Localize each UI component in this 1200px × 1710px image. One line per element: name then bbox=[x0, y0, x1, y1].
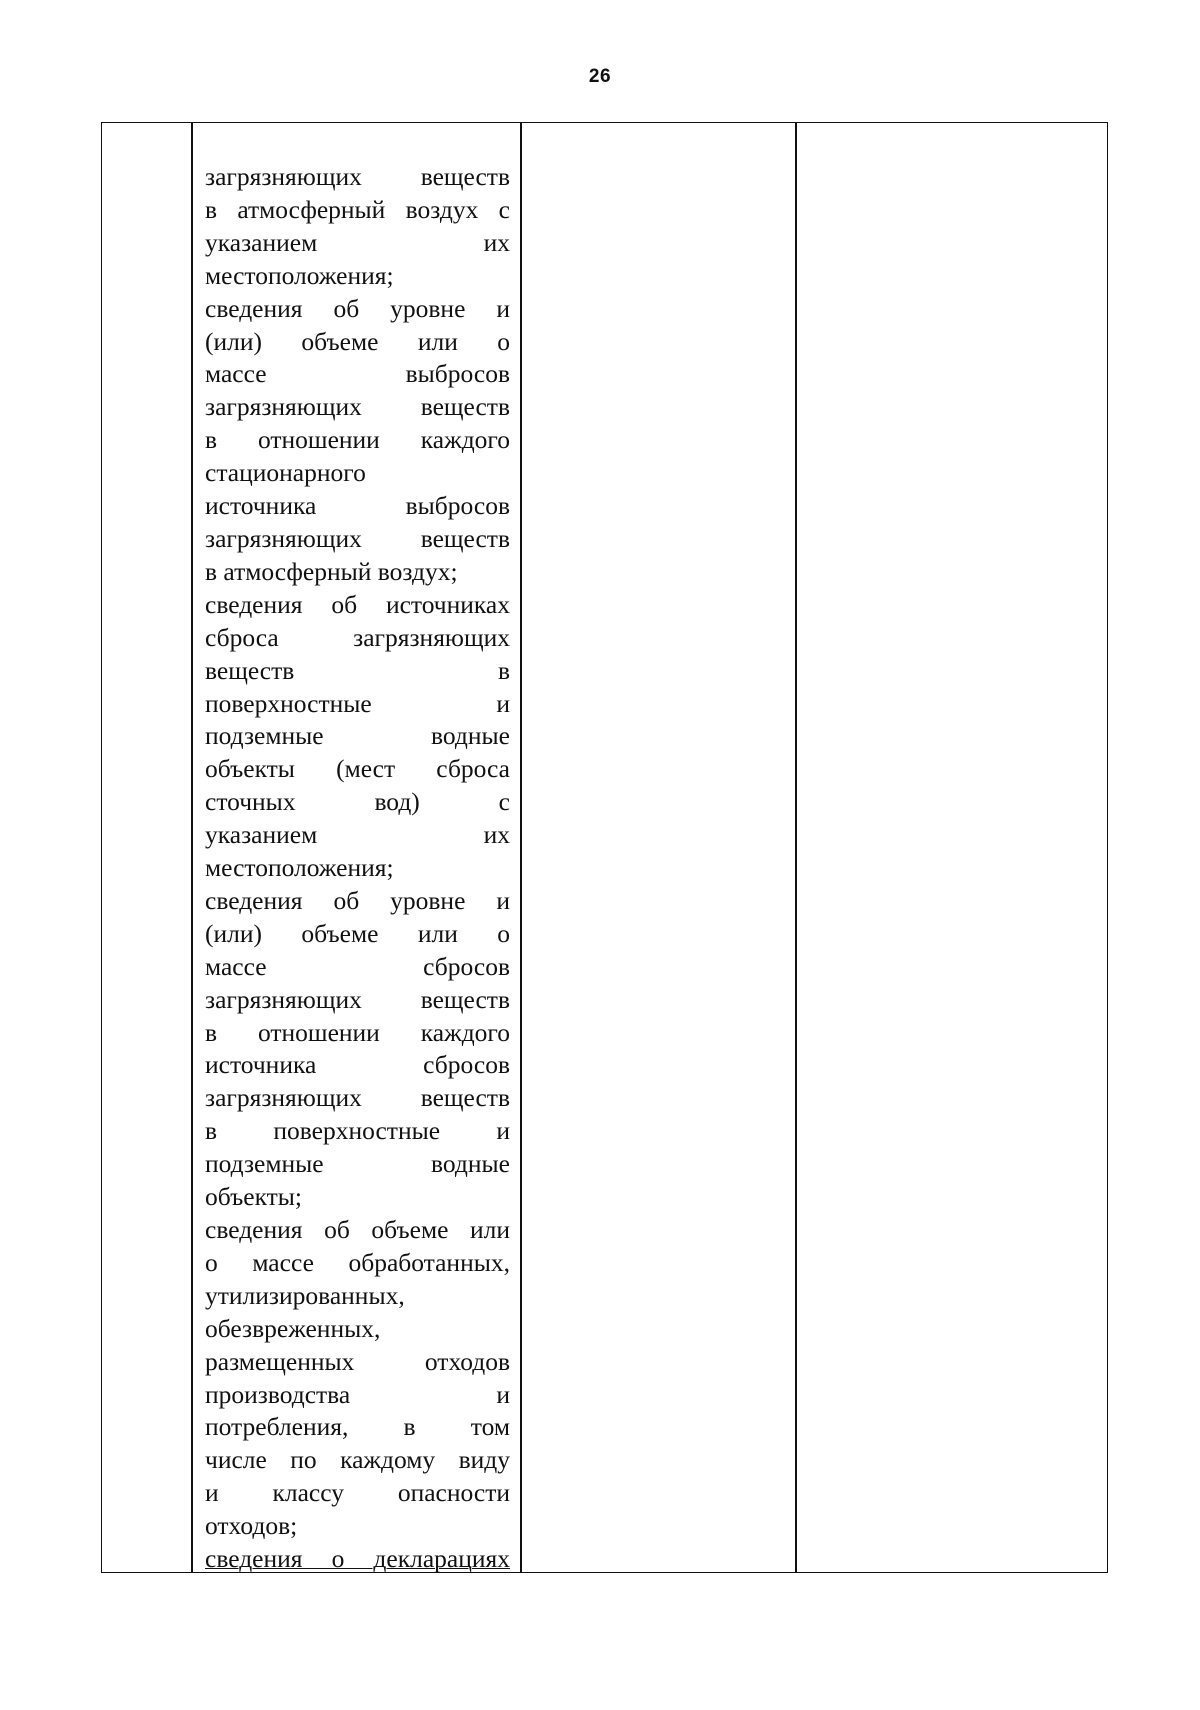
text-line: загрязняющих веществ bbox=[205, 162, 510, 191]
text-line: сведения об источниках bbox=[205, 589, 510, 619]
text-line: о массе обработанных, bbox=[205, 1247, 510, 1277]
text-line: массе сбросов bbox=[205, 951, 510, 981]
text-line: местоположения; bbox=[205, 260, 394, 290]
text-line: веществ в bbox=[205, 655, 510, 685]
text-line: загрязняющих веществ bbox=[205, 1083, 510, 1113]
text-line: загрязняющих веществ bbox=[205, 984, 510, 1014]
page-number: 26 bbox=[588, 66, 612, 87]
text-line: сведения о декларациях bbox=[205, 1544, 510, 1572]
text-line: загрязняющих веществ bbox=[205, 523, 510, 553]
text-line: числе по каждому виду bbox=[205, 1445, 510, 1475]
text-line: в атмосферный воздух; bbox=[205, 556, 458, 586]
text-line: в отношении каждого bbox=[205, 425, 510, 455]
text-line: источника выбросов bbox=[205, 491, 510, 521]
text-line: указанием их bbox=[205, 820, 510, 850]
text-line: (или) объеме или о bbox=[205, 326, 510, 356]
cell-text-requirements bbox=[205, 161, 510, 1572]
document-table bbox=[101, 122, 1108, 1573]
text-line: объекты (мест сброса bbox=[205, 754, 510, 784]
text-line: объекты; bbox=[205, 1182, 303, 1212]
text-line: указанием их bbox=[205, 227, 510, 257]
text-line: в поверхностные и bbox=[205, 1116, 510, 1146]
text-line: (или) объеме или о bbox=[205, 918, 510, 948]
text-line: поверхностные и bbox=[205, 688, 510, 718]
text-line: подземные водные bbox=[205, 721, 510, 751]
table-cell-col-1 bbox=[102, 123, 193, 1572]
table-cell-col-2 bbox=[193, 123, 522, 1572]
text-line: в атмосферный воздух с bbox=[205, 194, 510, 224]
text-line: сведения об уровне и bbox=[205, 293, 510, 323]
text-line: сведения об объеме или bbox=[205, 1215, 510, 1244]
table-cell-col-3 bbox=[522, 123, 797, 1572]
text-line: массе выбросов bbox=[205, 359, 510, 389]
text-line: в отношении каждого bbox=[205, 1017, 510, 1047]
text-line: стационарного bbox=[205, 458, 366, 488]
text-line: обезвреженных, bbox=[205, 1313, 381, 1343]
text-line: и классу опасности bbox=[205, 1478, 510, 1508]
text-line: размещенных отходов bbox=[205, 1346, 510, 1376]
table-cell-col-4 bbox=[797, 123, 1107, 1572]
text-line: производства и bbox=[205, 1379, 510, 1409]
text-line: источника сбросов bbox=[205, 1050, 510, 1080]
text-line: местоположения; bbox=[205, 853, 394, 883]
text-line: сведения об уровне и bbox=[205, 885, 510, 915]
text-line: сточных вод) с bbox=[205, 787, 510, 817]
text-line: сброса загрязняющих bbox=[205, 622, 510, 652]
text-line: загрязняющих веществ bbox=[205, 392, 510, 422]
text-line: потребления, в том bbox=[205, 1412, 510, 1442]
text-line: отходов; bbox=[205, 1511, 298, 1541]
text-line: утилизированных, bbox=[205, 1280, 405, 1310]
text-line: подземные водные bbox=[205, 1149, 510, 1179]
